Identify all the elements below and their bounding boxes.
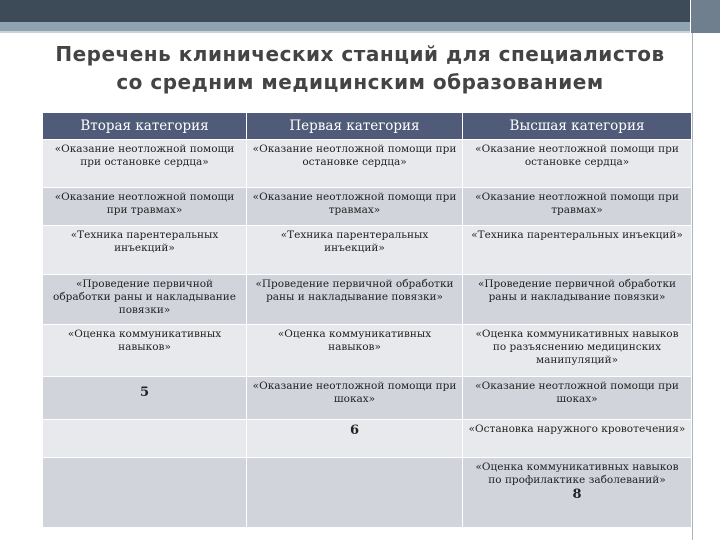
table-row [43,325,692,377]
table-cell: «Оказание неотложной помощи при травмах» [463,188,692,226]
top-accent-bar [0,22,720,31]
count-first-category: 6 [247,420,463,458]
page-title [20,40,700,96]
table-cell: «Оказание неотложной помощи при остановке сердца» [247,140,463,188]
table-cell: «Оценка коммуникативных навыков» [43,325,247,377]
table-cell: «Техника парентеральных инъекций» [463,226,692,275]
corner-decoration [690,0,720,33]
table-cell: «Оказание неотложной помощи при остановке сердца» [463,140,692,188]
table-cell: «Оценка коммуникативных навыков по разъяснению медицинских манипуляций» [463,325,692,377]
table-row [43,275,692,325]
table-cell: «Техника парентеральных инъекций» [247,226,463,275]
right-guide-line [692,33,693,540]
table-row [43,420,692,458]
table-cell: «Оказание неотложной помощи при травмах» [43,188,247,226]
table-cell: «Оказание неотложной помощи при остановке сердца» [43,140,247,188]
table-row [43,188,692,226]
table-cell: «Остановка наружного кровотечения» [463,420,692,458]
table-row [43,226,692,275]
table-row [43,458,692,528]
header-first-category: Первая категория [247,113,463,140]
table-cell: «Проведение первичной обработки раны и накладывание повязки» [43,275,247,325]
table-cell [247,458,463,528]
table-row [43,377,692,420]
title-line-2: со средним медицинским образованием [116,70,604,94]
table-cell: «Оценка коммуникативных навыков» [247,325,463,377]
table-cell [43,458,247,528]
table-header-row [43,113,692,140]
table-row [43,140,692,188]
table-cell: «Техника парентеральных инъекций» [43,226,247,275]
title-line-1: Перечень клинических станций для специалистов [55,42,665,66]
cell-text: «Оценка коммуникативных навыков по профилактике заболеваний» [475,461,679,486]
table-cell: «Проведение первичной обработки раны и накладывание повязки» [463,275,692,325]
table-cell [43,420,247,458]
table-cell: «Проведение первичной обработки раны и накладывание повязки» [247,275,463,325]
table-cell: «Оказание неотложной помощи при шоках» [247,377,463,420]
table-cell: «Оказание неотложной помощи при травмах» [247,188,463,226]
top-bar [0,0,720,22]
header-highest-category: Высшая категория [463,113,692,140]
table-cell: «Оказание неотложной помощи при шоках» [463,377,692,420]
top-thin-bar [0,31,720,33]
count-second-category: 5 [43,377,247,420]
table-cell [463,458,692,528]
stations-table [42,113,692,528]
count-highest-category: 8 [572,487,582,502]
header-second-category: Вторая категория [43,113,247,140]
